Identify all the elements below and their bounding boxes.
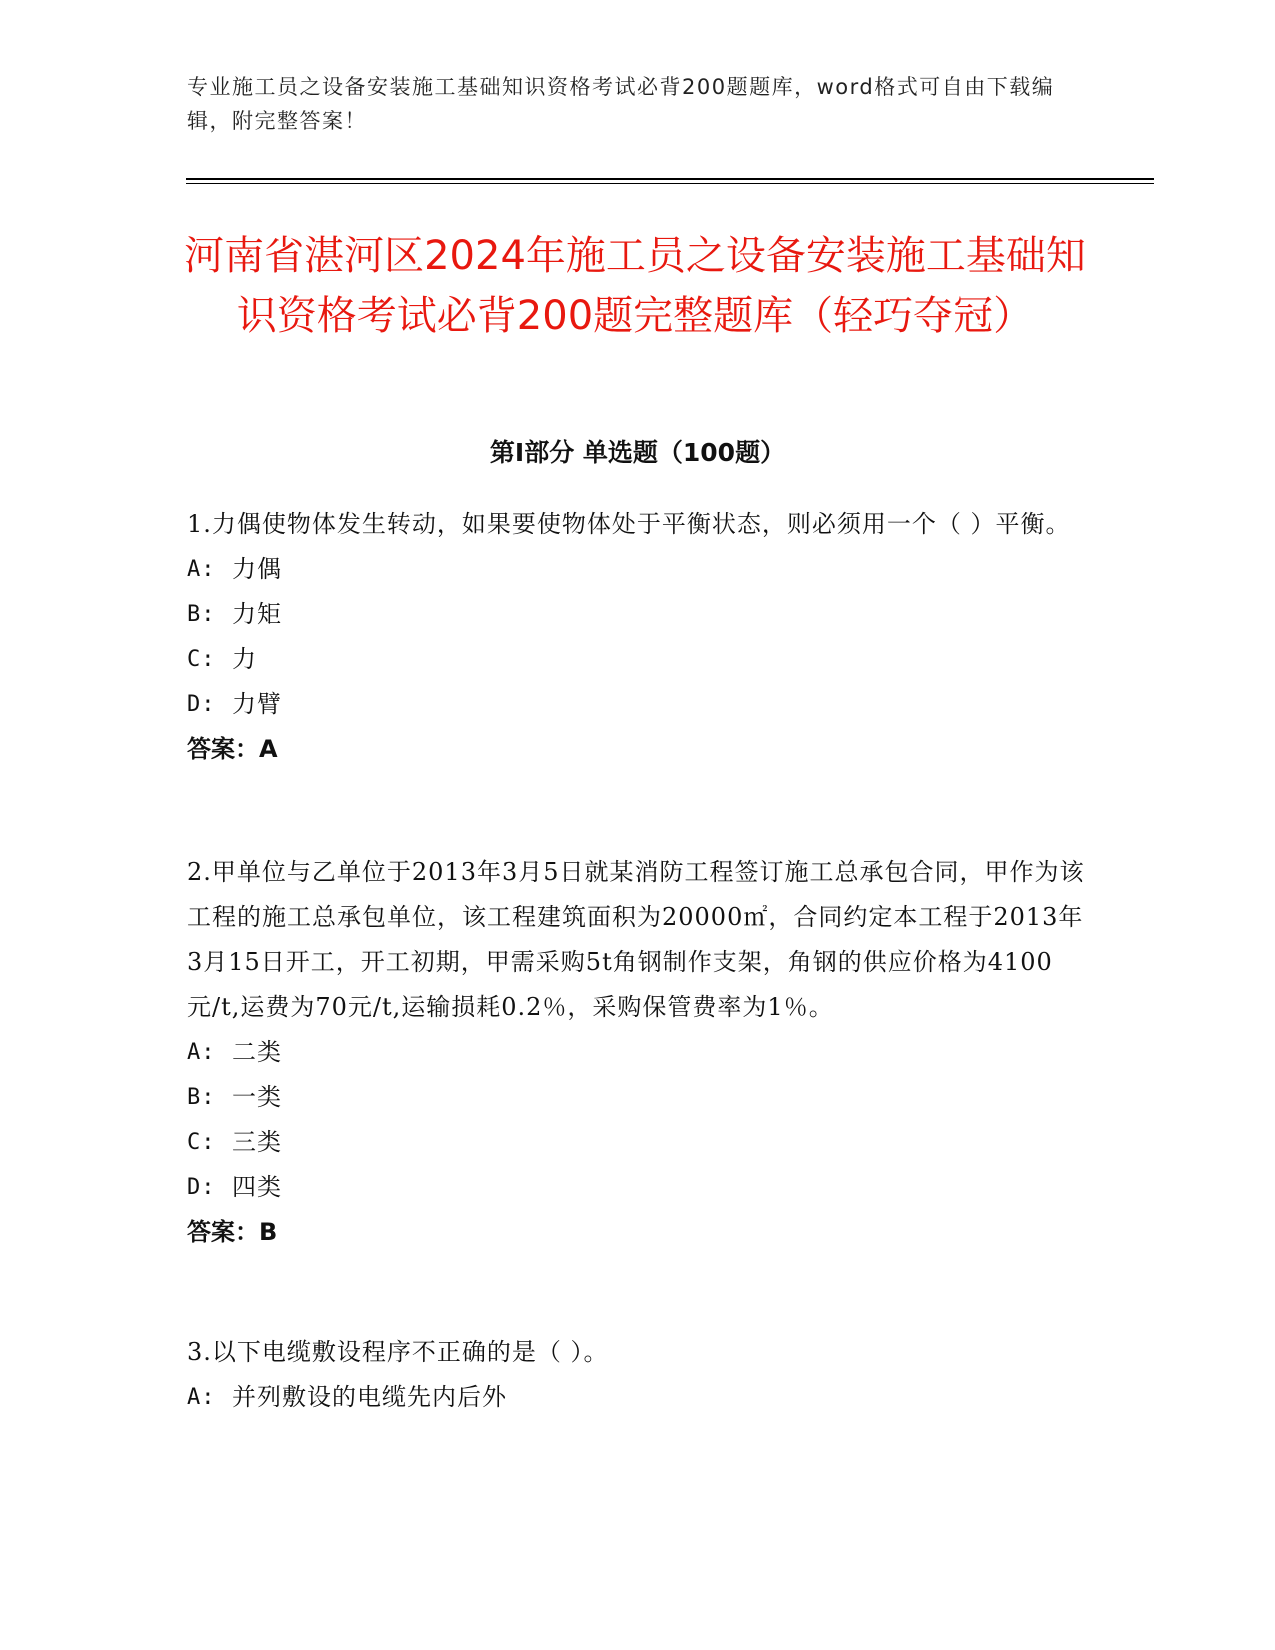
answer-value: A: [259, 735, 278, 763]
option-b: [187, 592, 1087, 637]
header-rule-thick: [186, 178, 1154, 180]
option-d: [187, 682, 1087, 727]
answer-line: [187, 1210, 1087, 1255]
option-text: 四类: [232, 1173, 282, 1201]
option-text: 一类: [232, 1083, 282, 1111]
option-text: 二类: [232, 1038, 282, 1066]
option-letter: D:: [187, 692, 216, 717]
option-letter: A:: [187, 1040, 216, 1065]
question-3: [187, 1330, 1087, 1420]
question-stem: 2.甲单位与乙单位于2013年3月5日就某消防工程签订施工总承包合同，甲作为该工程的施工总承包单位，该工程建筑面积为20000㎡，合同约定本工程于2013年3月15日开工，开工初期，甲需采购5t角钢制作支架，角钢的供应价格为4100元/t,运费为70元/t,运输损耗0.2％，采购保管费率为1％。: [187, 858, 1085, 1021]
question-stem: 3.以下电缆敷设程序不正确的是（ ）。: [187, 1338, 609, 1366]
question-stem: 1.力偶使物体发生转动，如果要使物体处于平衡状态，则必须用一个（ ）平衡。: [187, 510, 1071, 538]
option-letter: A:: [187, 1385, 216, 1410]
option-letter: B:: [187, 1085, 216, 1110]
answer-value: B: [259, 1218, 278, 1246]
answer-line: [187, 727, 1087, 772]
question-2: [187, 850, 1087, 1255]
option-text: 力矩: [232, 600, 282, 628]
option-text: 力: [232, 645, 257, 673]
question-1: [187, 502, 1087, 772]
option-text: 三类: [232, 1128, 282, 1156]
option-letter: C:: [187, 1130, 216, 1155]
option-text: 力偶: [232, 555, 282, 583]
option-c: [187, 637, 1087, 682]
option-b: [187, 1075, 1087, 1120]
option-a: [187, 547, 1087, 592]
answer-label: 答案：: [187, 1218, 259, 1246]
option-d: [187, 1165, 1087, 1210]
header-rule-thin: [186, 183, 1154, 184]
header-note: 专业施工员之设备安装施工基础知识资格考试必背200题题库，word格式可自由下载编辑，附完整答案！: [187, 75, 1055, 133]
option-letter: A:: [187, 557, 216, 582]
option-text: 并列敷设的电缆先内后外: [232, 1383, 507, 1411]
option-c: [187, 1120, 1087, 1165]
answer-label: 答案：: [187, 735, 259, 763]
option-letter: D:: [187, 1175, 216, 1200]
option-text: 力臂: [232, 690, 282, 718]
option-letter: B:: [187, 602, 216, 627]
section-title: 第Ⅰ部分 单选题（100题）: [489, 438, 786, 467]
option-letter: C:: [187, 647, 216, 672]
option-a: [187, 1030, 1087, 1075]
option-a: [187, 1375, 1087, 1420]
document-title: 河南省湛河区2024年施工员之设备安装施工基础知识资格考试必背200题完整题库（轻巧夺冠）: [184, 233, 1086, 339]
